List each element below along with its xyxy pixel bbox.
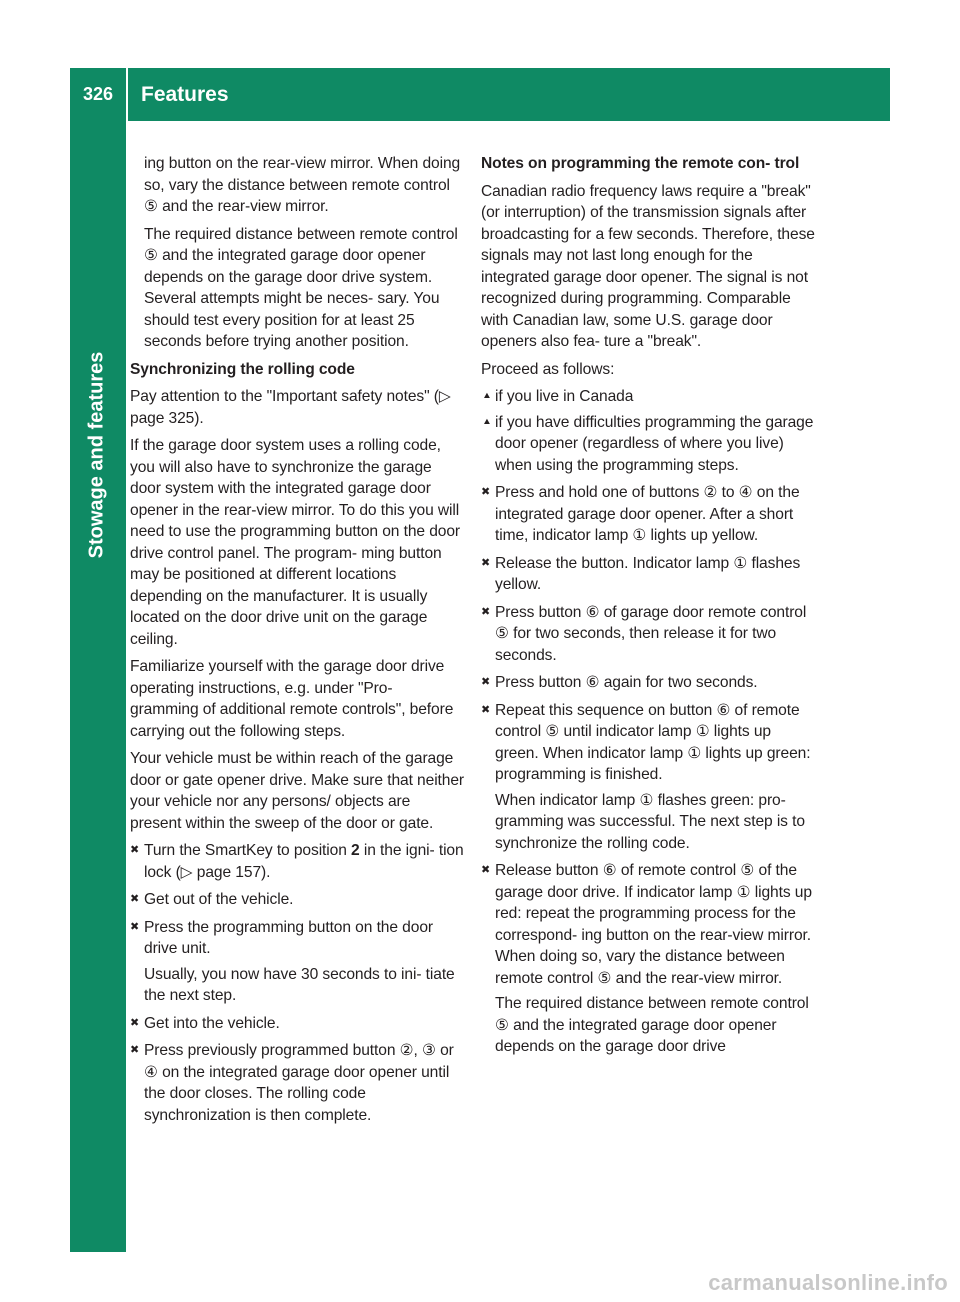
step: ✖ Press the programming button on the door drive unit.	[130, 917, 465, 960]
step: ✖ Get into the vehicle.	[130, 1013, 465, 1035]
side-block	[70, 595, 126, 648]
paragraph: Proceed as follows:	[481, 360, 615, 378]
step: ✖ Release the button. Indicator lamp ① flashes yellow.	[481, 553, 816, 596]
step-text: in the igni- tion lock (▷ page 157).	[144, 842, 464, 881]
side-divider	[126, 121, 128, 1252]
step	[130, 840, 465, 883]
paragraph: If the garage door system uses a rolling code, you will also have to synchronize the garage door system with the integrated garage door opener in the rear-view mirror. To do this you will need to use the programming button on the door drive control panel. The program- ming button may be positioned at different locations depending on the manufacturer. It is usually located on the door drive unit on the garage ceiling.	[130, 437, 461, 648]
paragraph: Pay attention to the "Important safety notes" (▷ page 325).	[130, 388, 451, 427]
step-note: Usually, you now have 30 seconds to ini- tiate the next step.	[144, 965, 455, 1004]
watermark: carmanualsonline.info	[708, 1270, 948, 1295]
paragraph: The required distance between remote control ⑤ and the integrated garage door opener depends on the garage door drive system. Several attempts might be neces- sary. You should test every position for at least 25 seconds before trying another position.	[144, 225, 458, 350]
side-bar	[70, 121, 126, 1252]
paragraph: ing button on the rear-view mirror. When doing so, vary the distance between remote control ⑤ and the rear-view mirror.	[144, 155, 461, 215]
left-column	[130, 153, 465, 1132]
section-label: Stowage and features	[85, 351, 108, 559]
step: ✖ Repeat this sequence on button ⑥ of remote control ⑤ until indicator lamp ① lights up green. When indicator lamp ① lights up green: programming is finished.	[481, 700, 816, 786]
section-heading: Notes on programming the remote con- trol	[481, 155, 800, 172]
bullet-item: ▲ if you have difficulties programming the garage door opener (regardless of where you live) when using the programming steps.	[481, 412, 816, 477]
page-title: Features	[141, 83, 229, 106]
step-note: The required distance between remote control ⑤ and the integrated garage door opener depends on the garage door drive	[495, 995, 809, 1055]
paragraph: Canadian radio frequency laws require a "break" (or interruption) of the transmission signals after broadcasting for a few seconds. Therefore, these signals may not last long enough for the integrated garage door opener. The signal is not recognized during programming. Comparable with Canadian law, some U.S. garage door openers also fea- ture a "break".	[481, 182, 815, 350]
paragraph: Your vehicle must be within reach of the garage door or gate opener drive. Make sure that neither your vehicle nor any persons/ objects are present within the sweep of the door or gate.	[130, 750, 465, 832]
header-divider	[126, 68, 128, 121]
bullet-item: ▲ if you live in Canada	[481, 386, 816, 408]
step: ✖ Press previously programmed button ②, ③ or ④ on the integrated garage door opener until the door closes. The rolling code synchronization is then complete.	[130, 1040, 465, 1126]
page-number: 326	[82, 84, 114, 104]
step: ✖ Press button ⑥ of garage door remote control ⑤ for two seconds, then release it for two seconds.	[481, 602, 816, 667]
section-heading: Synchronizing the rolling code	[130, 360, 355, 378]
position-value: 2	[351, 842, 360, 859]
step-text: Turn the SmartKey to position	[144, 842, 352, 859]
step: ✖ Press and hold one of buttons ② to ④ on the integrated garage door opener. After a short time, indicator lamp ① lights up yellow.	[481, 482, 816, 547]
step: ✖ Press button ⑥ again for two seconds.	[481, 672, 816, 694]
right-column	[481, 153, 816, 1064]
paragraph: Familiarize yourself with the garage door drive operating instructions, e.g. under "Pro- gramming of additional remote controls", before carrying out the following steps.	[130, 658, 454, 740]
step: ✖ Get out of the vehicle.	[130, 889, 465, 911]
step: ✖ Release button ⑥ of remote control ⑤ of the garage door drive. If indicator lamp ① lights up red: repeat the programming process for the correspond- ing button on the rear-view mirror. When doing so, vary the distance between remote control ⑤ and the rear-view mirror.	[481, 860, 816, 989]
step-note: When indicator lamp ① flashes green: pro- gramming was successful. The next step is to synchronize the rolling code.	[495, 791, 805, 852]
